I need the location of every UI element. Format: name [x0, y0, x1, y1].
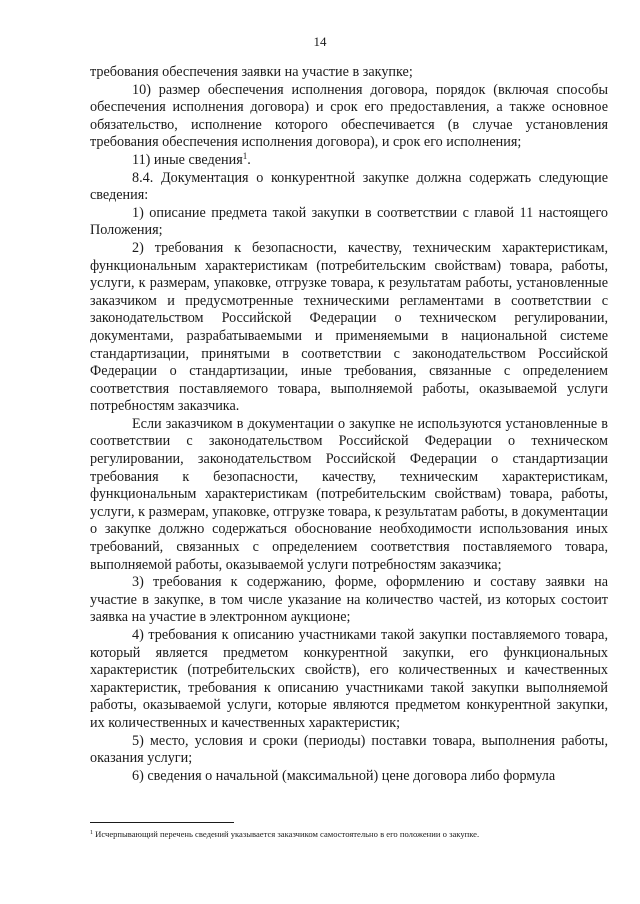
paragraph-item-2: 2) требования к безопасности, качеству, техническим характеристикам, функциональным характеристикам (потребительским свойствам) товара, работы, услуги, к размерам, упаковке, отгрузке товара, к результатам работы, установленные заказчиком и предусмотренные техническими регламентами в соответствии с законодательством Российской Федерации о техническом регулировании, документами, разрабатываемыми и применяемыми в национальной системе стандартизации, принятыми в соответствии с законодательством Российской Федерации о стандартизации, иные требования, связанные с определением соответствия поставляемого товара, выполняемой работы, оказываемой услуги потребностям заказчика.	[90, 239, 608, 415]
paragraph-item-6: 6) сведения о начальной (максимальной) цене договора либо формула	[132, 767, 556, 784]
paragraph-item-10: 10) размер обеспечения исполнения договора, порядок (включая способы обеспечения исполнения договора) и срок его предоставления, а также основное обязательство, исполнение которого обеспечивается (в случае установления требования обеспечения исполнения договора), и срок его исполнения;	[90, 81, 608, 151]
footnote	[90, 829, 610, 840]
paragraph-item-4: 4) требования к описанию участниками такой закупки поставляемого товара, который является предметом конкурентной закупки, его функциональных характеристик (потребительских свойств), его количественных и качественных характеристик, требования к описанию участниками такой закупки выполняемой работы, оказываемой услуги, которые являются предметом конкурентной закупки, их количественных и качественных характеристик;	[90, 627, 608, 731]
footnote-divider	[90, 822, 234, 823]
paragraph-item-11	[90, 152, 608, 170]
footnote-marker: 1	[90, 830, 93, 836]
paragraph-item-11-text: 11) иные сведения	[132, 151, 243, 168]
body-text	[90, 64, 608, 785]
paragraph-section-8-4: 8.4. Документация о конкурентной закупке должна содержать следующие сведения:	[90, 169, 608, 204]
paragraph-item-2-note: Если заказчиком в документации о закупке не используются установленные в соответствии с законодательством Российской Федерации о техническом регулировании, законодательством Российской Федерации о стандартизации требования к безопасности, качеству, техническим характеристикам, функциональным характеристикам (потребительским свойствам) товара, работы, услуги, к размерам, упаковке, отгрузке товара, к результатам работы, в документации о закупке должно содержаться обоснование необходимости использования иных требований, связанных с определением соответствия поставляемого товара, выполняемой работы, оказываемой услуги потребностям заказчика;	[90, 415, 608, 573]
paragraph-item-3: 3) требования к содержанию, форме, оформлению и составу заявки на участие в закупке, в том числе указание на количество частей, из которых состоит заявка на участие в электронном аукционе;	[90, 574, 608, 626]
page-number: 14	[313, 34, 327, 49]
paragraph-item-5: 5) место, условия и сроки (периоды) поставки товара, выполнения работы, оказания услуги;	[90, 732, 608, 767]
paragraph-item-1: 1) описание предмета такой закупки в соответствии с главой 11 настоящего Положения;	[90, 204, 608, 239]
footnote-reference: 1	[242, 150, 248, 161]
paragraph-item-11-tail: .	[247, 151, 251, 168]
paragraph-continuation: требования обеспечения заявки на участие в закупке;	[90, 64, 413, 80]
footnote-text: Исчерпывающий перечень сведений указывается заказчиком самостоятельно в его положении о закупке.	[93, 829, 480, 839]
